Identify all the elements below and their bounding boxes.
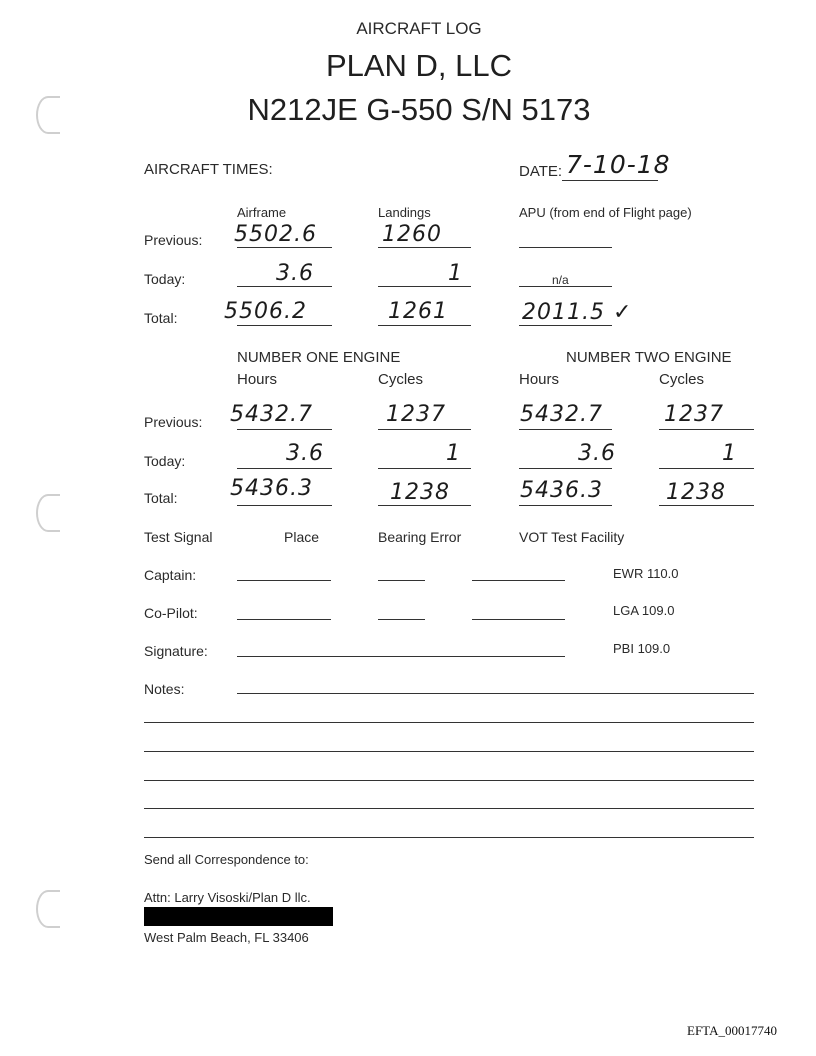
captain-place-line	[237, 580, 331, 581]
e1-hours-previous-line	[237, 429, 332, 430]
vot-facility-lga: LGA 109.0	[613, 603, 675, 618]
e1-hours-previous: 5432.7	[230, 402, 313, 427]
airframe-today-line	[237, 286, 332, 287]
company-name: PLAN D, LLC	[325, 48, 513, 83]
document-id: EFTA_00017740	[687, 1023, 777, 1038]
row-total-label: Total:	[144, 310, 178, 326]
row-today-label: Today:	[144, 271, 186, 287]
e2-cycles-today-line	[659, 468, 754, 469]
e2-col-cycles: Cycles	[659, 371, 705, 388]
e1-col-hours: Hours	[237, 371, 278, 388]
col-apu: APU (from end of Flight page)	[519, 205, 692, 220]
date-label: DATE:	[519, 163, 563, 180]
airframe-previous-line	[237, 247, 332, 248]
vot-facility-ewr: EWR 110.0	[613, 566, 679, 581]
e2-hours-total: 5436.3	[520, 478, 603, 503]
col-airframe: Airframe	[237, 205, 287, 220]
airframe-total: 5506.2	[224, 299, 307, 324]
hole-punch-mark-middle	[36, 494, 60, 532]
apu-previous-line	[519, 247, 612, 248]
e2-cycles-previous-line	[659, 429, 754, 430]
notes-line-5	[144, 808, 754, 809]
landings-previous: 1260	[382, 222, 442, 247]
e2-cycles-previous: 1237	[664, 402, 724, 427]
signature-line	[237, 656, 565, 657]
signature-label: Signature:	[144, 643, 208, 659]
col-vot-facility: VOT Test Facility	[519, 529, 625, 545]
engine2-title: NUMBER TWO ENGINE	[566, 349, 732, 366]
apu-today-line	[519, 286, 612, 287]
correspondence-heading: Send all Correspondence to:	[144, 852, 309, 867]
landings-today-line	[378, 286, 471, 287]
aircraft-id: N212JE G-550 S/N 5173	[247, 92, 591, 127]
notes-line-2	[144, 722, 754, 723]
apu-today: n/a	[552, 273, 569, 287]
e2-hours-today-line	[519, 468, 612, 469]
e1-col-cycles: Cycles	[378, 371, 424, 388]
e1-cycles-today-line	[378, 468, 471, 469]
e2-hours-previous: 5432.7	[520, 402, 603, 427]
notes-label: Notes:	[144, 681, 185, 697]
e2-hours-previous-line	[519, 429, 612, 430]
notes-line-1	[237, 693, 754, 694]
date-value: 7-10-18	[566, 150, 671, 179]
col-test-signal: Test Signal	[144, 529, 213, 545]
airframe-today: 3.6	[276, 261, 314, 286]
e2-cycles-total: 1238	[666, 480, 726, 505]
airframe-previous: 5502.6	[234, 222, 317, 247]
notes-line-6	[144, 837, 754, 838]
hole-punch-mark-bottom	[36, 890, 60, 928]
e1-cycles-total: 1238	[390, 480, 450, 505]
col-landings: Landings	[378, 205, 431, 220]
col-place: Place	[284, 529, 320, 545]
apu-total-line	[519, 325, 612, 326]
engine-row-total-label: Total:	[144, 490, 178, 506]
e1-hours-total-line	[237, 505, 332, 506]
notes-line-4	[144, 780, 754, 781]
e1-cycles-total-line	[378, 505, 471, 506]
e2-col-hours: Hours	[519, 371, 560, 388]
e2-cycles-total-line	[659, 505, 754, 506]
e1-hours-today-line	[237, 468, 332, 469]
landings-today: 1	[448, 261, 463, 286]
apu-total: 2011.5 ✓	[522, 300, 633, 325]
e1-hours-today: 3.6	[286, 441, 324, 466]
aircraft-times-label: AIRCRAFT TIMES:	[144, 161, 273, 178]
notes-line-3	[144, 751, 754, 752]
captain-vot-line	[472, 580, 565, 581]
log-title: AIRCRAFT LOG	[356, 19, 482, 38]
engine-row-previous-label: Previous:	[144, 414, 203, 430]
landings-previous-line	[378, 247, 471, 248]
vot-facility-pbi: PBI 109.0	[613, 641, 671, 656]
copilot-label: Co-Pilot:	[144, 605, 198, 621]
correspondence-attn: Attn: Larry Visoski/Plan D llc.	[144, 890, 311, 905]
e1-cycles-today: 1	[446, 441, 461, 466]
captain-label: Captain:	[144, 567, 197, 583]
e2-hours-total-line	[519, 505, 612, 506]
copilot-place-line	[237, 619, 331, 620]
redaction-bar	[144, 907, 333, 926]
copilot-bearing-line	[378, 619, 425, 620]
e2-hours-today: 3.6	[578, 441, 616, 466]
engine-row-today-label: Today:	[144, 453, 186, 469]
e1-cycles-previous-line	[378, 429, 471, 430]
landings-total-line	[378, 325, 471, 326]
correspondence-city: West Palm Beach, FL 33406	[144, 930, 309, 945]
e1-cycles-previous: 1237	[386, 402, 446, 427]
copilot-vot-line	[472, 619, 565, 620]
date-line	[562, 180, 658, 181]
engine1-title: NUMBER ONE ENGINE	[237, 349, 401, 366]
e1-hours-total: 5436.3	[230, 476, 313, 501]
row-previous-label: Previous:	[144, 232, 203, 248]
landings-total: 1261	[388, 299, 448, 324]
e2-cycles-today: 1	[722, 441, 737, 466]
col-bearing-error: Bearing Error	[378, 529, 462, 545]
captain-bearing-line	[378, 580, 425, 581]
airframe-total-line	[237, 325, 332, 326]
